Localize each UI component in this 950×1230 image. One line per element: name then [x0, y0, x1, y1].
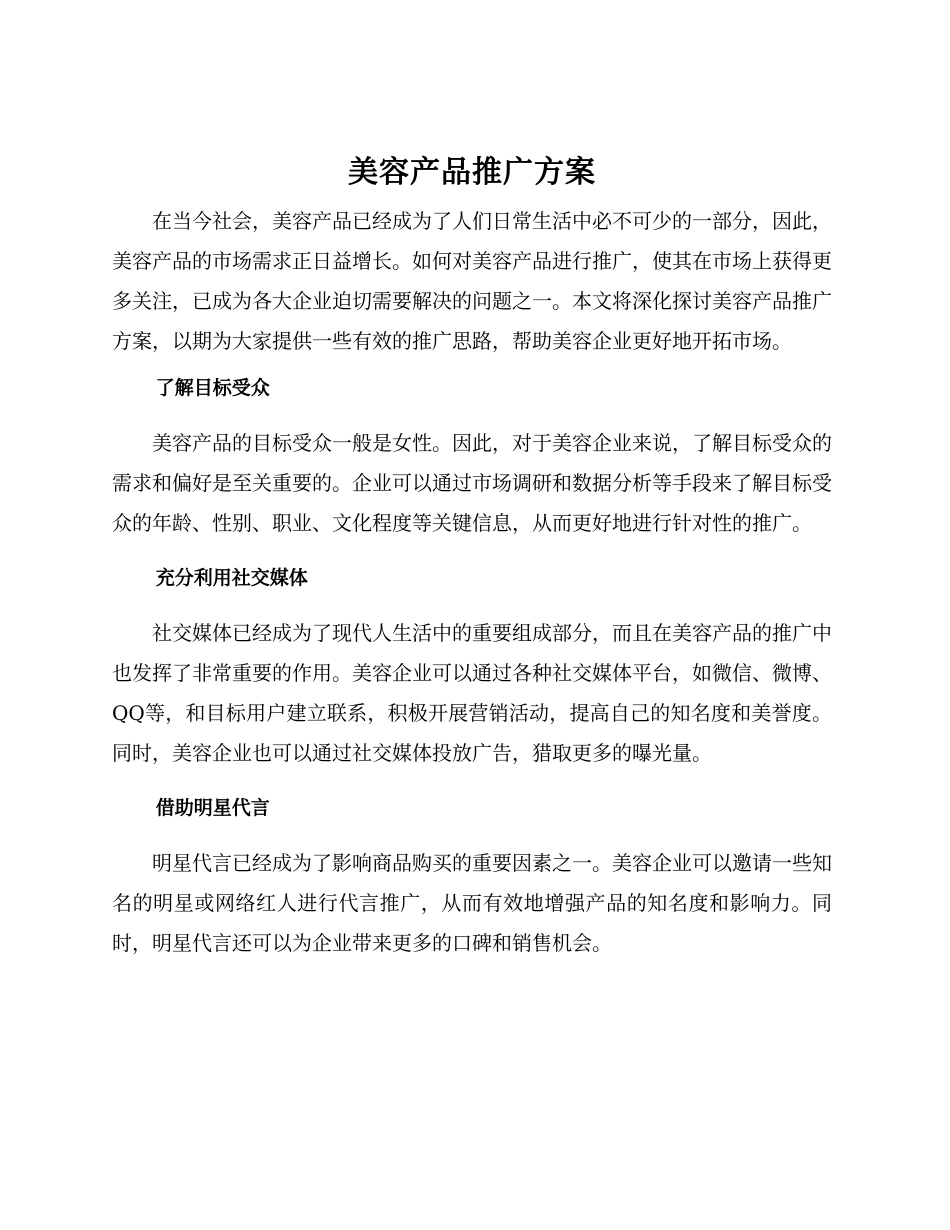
section-body-celebrity-endorsement: 明星代言已经成为了影响商品购买的重要因素之一。美容企业可以邀请一些知名的明星或网络红人进行代言推广，从而有效地增强产品的知名度和影响力。同时，明星代言还可以为企业带来更多的口碑和销售机会。	[112, 851, 832, 955]
section-heading-celebrity-endorsement: 借助明星代言	[155, 797, 270, 819]
intro-paragraph: 在当今社会，美容产品已经成为了人们日常生活中必不可少的一部分，因此，美容产品的市场需求正日益增长。如何对美容产品进行推广，使其在市场上获得更多关注，已成为各大企业迫切需要解决的问题之一。本文将深化探讨美容产品推广方案，以期为大家提供一些有效的推广思路，帮助美容企业更好地开拓市场。	[112, 209, 832, 353]
section-body-target-audience: 美容产品的目标受众一般是女性。因此，对于美容企业来说，了解目标受众的需求和偏好是至关重要的。企业可以通过市场调研和数据分析等手段来了解目标受众的年龄、性别、职业、文化程度等关键信息，从而更好地进行针对性的推广。	[112, 431, 832, 535]
document-title: 美容产品推广方案	[348, 155, 596, 190]
document-page	[112, 150, 832, 963]
section-heading-target-audience: 了解目标受众	[155, 377, 270, 399]
section-heading-social-media: 充分利用社交媒体	[155, 567, 308, 589]
section-body-social-media: 社交媒体已经成为了现代人生活中的重要组成部分，而且在美容产品的推广中也发挥了非常重要的作用。美容企业可以通过各种社交媒体平台，如微信、微博、QQ等，和目标用户建立联系，积极开展营销活动，提高自己的知名度和美誉度。同时，美容企业也可以通过社交媒体投放广告，猎取更多的曝光量。	[112, 621, 832, 765]
